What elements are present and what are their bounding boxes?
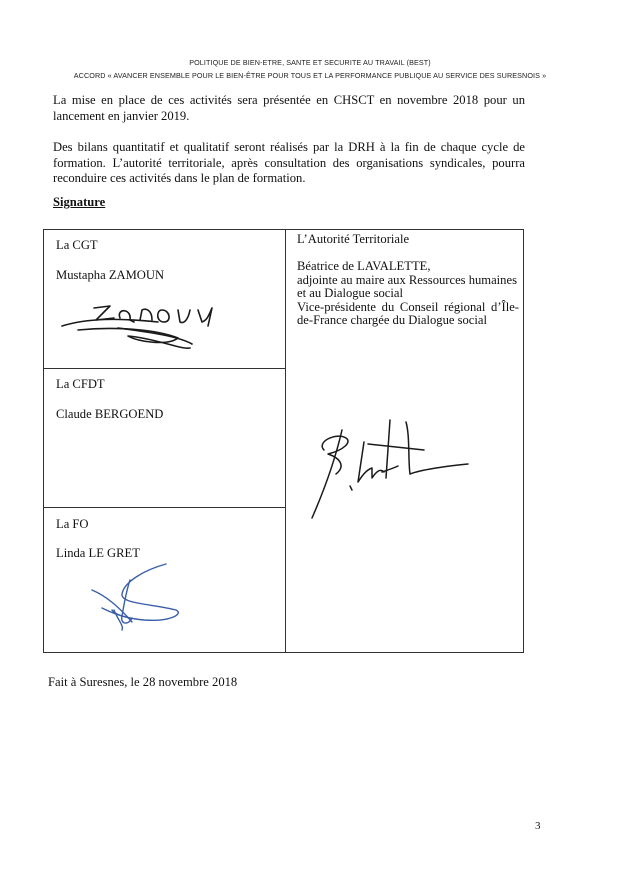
signature-table — [43, 229, 524, 653]
authority-details — [297, 260, 519, 328]
cgt-org-label: La CGT — [56, 238, 98, 252]
authority-signature-image — [306, 406, 476, 526]
fo-org-label: La FO — [56, 517, 89, 531]
authority-role-line-1: adjointe au maire aux Ressources humaines — [297, 272, 517, 287]
paragraph-2: Des bilans quantitatif et qualitatif seront réalisés par la DRH à la fin de chaque cycle de formation. L’autorité territoriale, après consultation des organisations syndicales, pourra reconduire ces activités dans le plan de formation. — [53, 140, 525, 185]
cfdt-signatory-name: Claude BERGOEND — [56, 407, 164, 421]
fo-signature-image — [84, 560, 194, 635]
authority-role-line-3: Vice-présidente du Conseil régional d’Île- — [297, 299, 519, 314]
fo-signatory-name: Linda LE GRET — [56, 546, 140, 560]
row-divider-2 — [44, 507, 285, 508]
cgt-signatory-name: Mustapha ZAMOUN — [56, 268, 165, 282]
authority-role-line-2: et au Dialogue social — [297, 286, 403, 300]
cgt-signature-image — [58, 296, 238, 356]
cfdt-org-label: La CFDT — [56, 377, 105, 391]
header-line-2: ACCORD « AVANCER ENSEMBLE POUR LE BIEN-ÊTRE POUR TOUS ET LA PERFORMANCE PUBLIQUE AU SERVICE DES SURESNOIS » — [73, 71, 547, 80]
paragraph-1: La mise en place de ces activités sera présentée en CHSCT en novembre 2018 pour un lancement en janvier 2019. — [53, 93, 525, 123]
signature-heading: Signature — [53, 195, 106, 209]
authority-role-line-4: de-France chargée du Dialogue social — [297, 313, 487, 327]
place-and-date: Fait à Suresnes, le 28 novembre 2018 — [48, 675, 238, 689]
row-divider-1 — [44, 368, 285, 369]
authority-signatory-name: Béatrice de LAVALETTE, — [297, 259, 431, 273]
page-number: 3 — [535, 820, 541, 832]
header-line-1: POLITIQUE DE BIEN-ETRE, SANTE ET SECURITE AU TRAVAIL (BEST) — [189, 58, 431, 67]
authority-org-label: L’Autorité Territoriale — [297, 232, 410, 246]
column-divider — [285, 230, 286, 652]
